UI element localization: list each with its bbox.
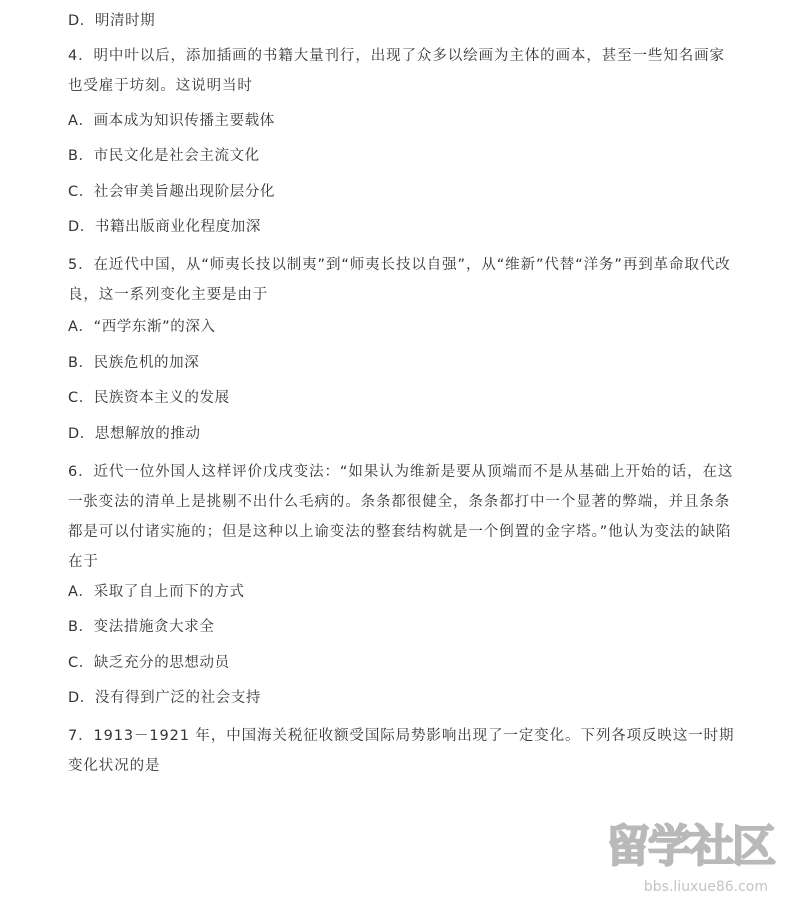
question-5-option-d: D．思想解放的推动 (68, 426, 201, 442)
question-5-option-b: B．民族危机的加深 (68, 355, 200, 371)
question-4-option-d: D．书籍出版商业化程度加深 (68, 219, 261, 235)
question-4-stem: 4．明中叶以后，添加插画的书籍大量刊行，出现了众多以绘画为主体的画本，甚至一些知名画家也受雇于坊刻。这说明当时 (68, 48, 725, 94)
question-5-option-c: C．民族资本主义的发展 (68, 390, 230, 406)
question-6-stem: 6．近代一位外国人这样评价戊戌变法：“如果认为维新是要从顶端而不是从基础上开始的话，在这一张变法的清单上是挑剔不出什么毛病的。条条都很健全，条条都打中一个显著的弊端，并且条条都是可以付诸实施的；但是这种以上谕变法的整套结构就是一个倒置的金字塔。”他认为变法的缺陷在于 (68, 464, 734, 570)
question-6-option-c: C．缺乏充分的思想动员 (68, 655, 230, 671)
question-4-option-b: B．市民文化是社会主流文化 (68, 148, 260, 164)
question-6-option-a: A．采取了自上而下的方式 (68, 584, 245, 600)
watermark-url: bbs.liuxue86.com (643, 879, 768, 895)
question-7-stem: 7．1913－1921 年，中国海关税征收额受国际局势影响出现了一定变化。下列各项反映这一时期变化状况的是 (68, 728, 735, 774)
question-5-stem: 5．在近代中国，从“师夷长技以制夷”到“师夷长技以自强”，从“维新”代替“洋务”再到革命取代改良，这一系列变化主要是由于 (68, 257, 731, 303)
watermark-logo-text: 留学社区 (606, 821, 774, 872)
option-prev-d: D．明清时期 (68, 13, 156, 29)
site-watermark (606, 821, 774, 896)
question-5-option-a: A．“西学东渐”的深入 (68, 319, 216, 335)
question-4-option-a: A．画本成为知识传播主要载体 (68, 113, 275, 129)
question-6-option-b: B．变法措施贪大求全 (68, 619, 215, 635)
question-6-option-d: D．没有得到广泛的社会支持 (68, 690, 261, 706)
question-4-option-c: C．社会审美旨趣出现阶层分化 (68, 184, 276, 200)
